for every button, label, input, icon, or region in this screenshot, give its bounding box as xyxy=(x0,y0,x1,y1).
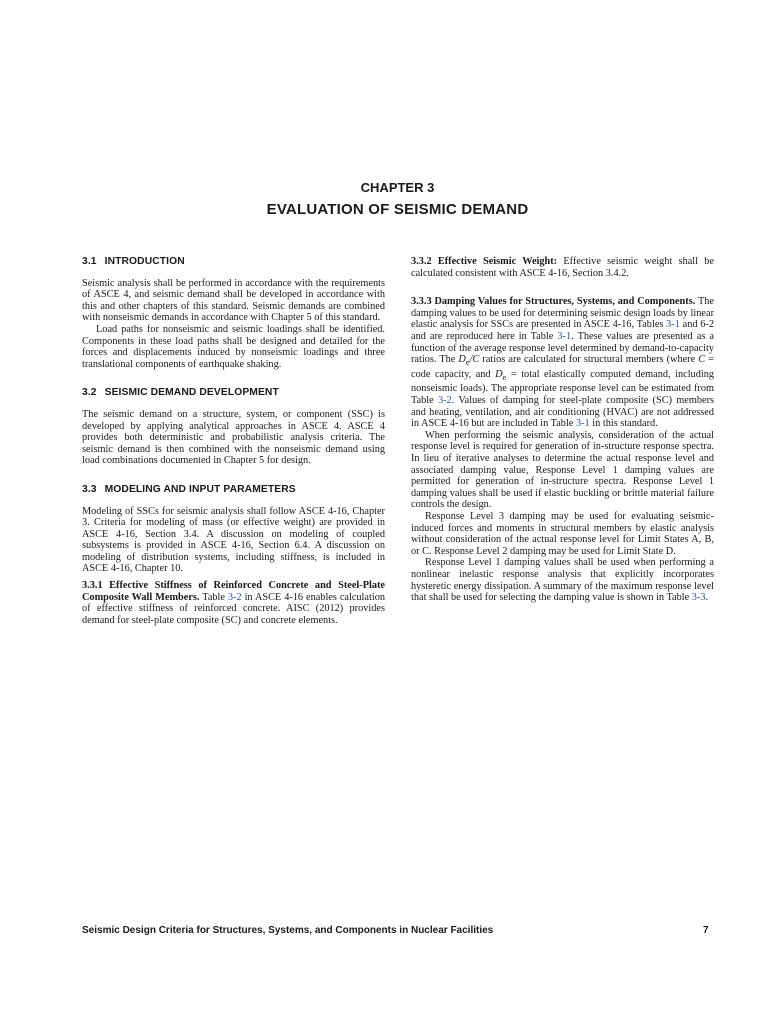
paragraph: Load paths for nonseismic and seismic loadings shall be identified. Components in these load paths shall be designed and detailed for the forces and displacements induced by nonseismic loadings and three translational components of earthquake shaking. xyxy=(82,323,385,370)
footer-title: Seismic Design Criteria for Structures, Systems, and Components in Nuclear Facilities xyxy=(82,925,494,936)
table-link[interactable]: 3-1 xyxy=(666,319,680,331)
section-heading-3-3 xyxy=(82,484,385,496)
subsection-heading: 3.3.3 Damping Values for Structures, Systems, and Components. xyxy=(411,296,696,308)
paragraph: Seismic analysis shall be performed in accordance with the requirements of ASCE 4, and seismic demand shall be developed in accordance with this and other chapters of this standard. Seismic demands are combined with nonseismic demands in accordance with Chapter 5 of this standard. xyxy=(82,277,385,324)
section-number: 3.2 xyxy=(82,387,97,399)
right-column xyxy=(411,256,714,604)
paragraph: Modeling of SSCs for seismic analysis shall follow ASCE 4-16, Chapter 3. Criteria for modeling of mass (or effective weight) are provided in ASCE 4-16, Section 3.4. A discussion on modeling of coupled subsystems is provided in ASCE 4-16, Section 6.4. A discussion on modeling of distribution systems, including stiffness, is included in ASCE 4-16, Chapter 10. xyxy=(82,505,385,575)
section-heading-3-2 xyxy=(82,387,385,399)
paragraph: When performing the seismic analysis, consideration of the actual response level is required for generation of in-structure response spectra. In lieu of iterative analyses to determine the actual response level and associated damping value, Response Level 1 damping values are permitted for generation of in-structure spectra. Response Level 1 damping values shall be used if elastic buckling or brittle material failure controls the design. xyxy=(411,429,714,511)
table-link[interactable]: 3-2 xyxy=(437,395,452,407)
section-title: SEISMIC DEMAND DEVELOPMENT xyxy=(104,387,279,399)
chapter-title: EVALUATION OF SEISMIC DEMAND xyxy=(266,201,529,218)
subsection-3-3-1: 3.3.1 Effective Stiffness of Reinforced Concrete and Steel-Plate Composite Wall Members. Table 3-2 in ASCE 4-16 enables calculation of effective stiffness of reinforced concrete. AISC (2012) provides demand for steel-plate composite (SC) and concrete elements. xyxy=(82,580,385,626)
paragraph: Response Level 3 damping may be used for evaluating seismic-induced forces and moments in structural members by elastic analysis without consideration of the actual response level for Limit States A, B, or C. Response Level 2 damping may be used for Limit State D. xyxy=(411,510,714,557)
section-title: INTRODUCTION xyxy=(104,256,185,267)
subsection-3-3-2: 3.3.2 Effective Seismic Weight: Effective seismic weight shall be calculated consistent with ASCE 4-16, Section 3.4.2. xyxy=(411,256,714,279)
subsection-3-3-3: 3.3.3 Damping Values for Structures, Systems, and Components. The damping values to be used for determining seismic design loads by linear elastic analysis for SSCs are presented in ASCE 4-16, Tables 3-1 and 6-2 and are reproduced here in Table 3-1. These values are presented as a function of the average response level determined by demand-to-capacity ratios. The $D_e/C$ ratios are calculated for structural members (where C = code capacity, and $D_e$ = total elastically computed demand, including nonseismic loads). The appropriate response level can be estimated from Table 3-2. Values of damping for steel-plate composite (SC) members and heating, ventilation, and air conditioning (HVAC) are not addressed in ASCE 4-16 but are included in Table 3-1 in this standard. xyxy=(411,296,715,430)
left-column xyxy=(82,256,385,626)
paragraph: Response Level 1 damping values shall be used when performing a nonlinear inelastic response analysis that explicitly incorporates hysteretic energy dissipation. A summary of the maximum response level that shall be used for selecting the damping value is shown in Table 3-3. xyxy=(411,557,714,604)
table-link[interactable]: 3-3 xyxy=(691,592,706,604)
table-link[interactable]: 3-1 xyxy=(575,418,590,430)
section-heading-3-1 xyxy=(82,256,385,268)
section-number: 3.1 xyxy=(82,256,97,267)
section-number: 3.3 xyxy=(82,483,97,495)
chapter-label: CHAPTER 3 xyxy=(360,180,435,195)
table-link[interactable]: 3-2 xyxy=(227,591,242,603)
subsection-heading: 3.3.1 Effective Stiffness of Reinforced Concrete and Steel-Plate Composite Wall Members. xyxy=(82,580,385,603)
table-link[interactable]: 3-1 xyxy=(557,330,572,342)
page-number: 7 xyxy=(703,925,709,936)
subsection-heading: 3.3.2 Effective Seismic Weight: xyxy=(411,256,558,267)
section-title: MODELING AND INPUT PARAMETERS xyxy=(104,483,296,495)
paragraph: The seismic demand on a structure, system, or component (SSC) is developed by applying analytical approaches in ASCE 4. ASCE 4 provides both deterministic and probabilistic analysis criteria. The seismic demand is then combined with the nonseismic demand using load combinations documented in Chapter 5 for design. xyxy=(82,408,385,467)
